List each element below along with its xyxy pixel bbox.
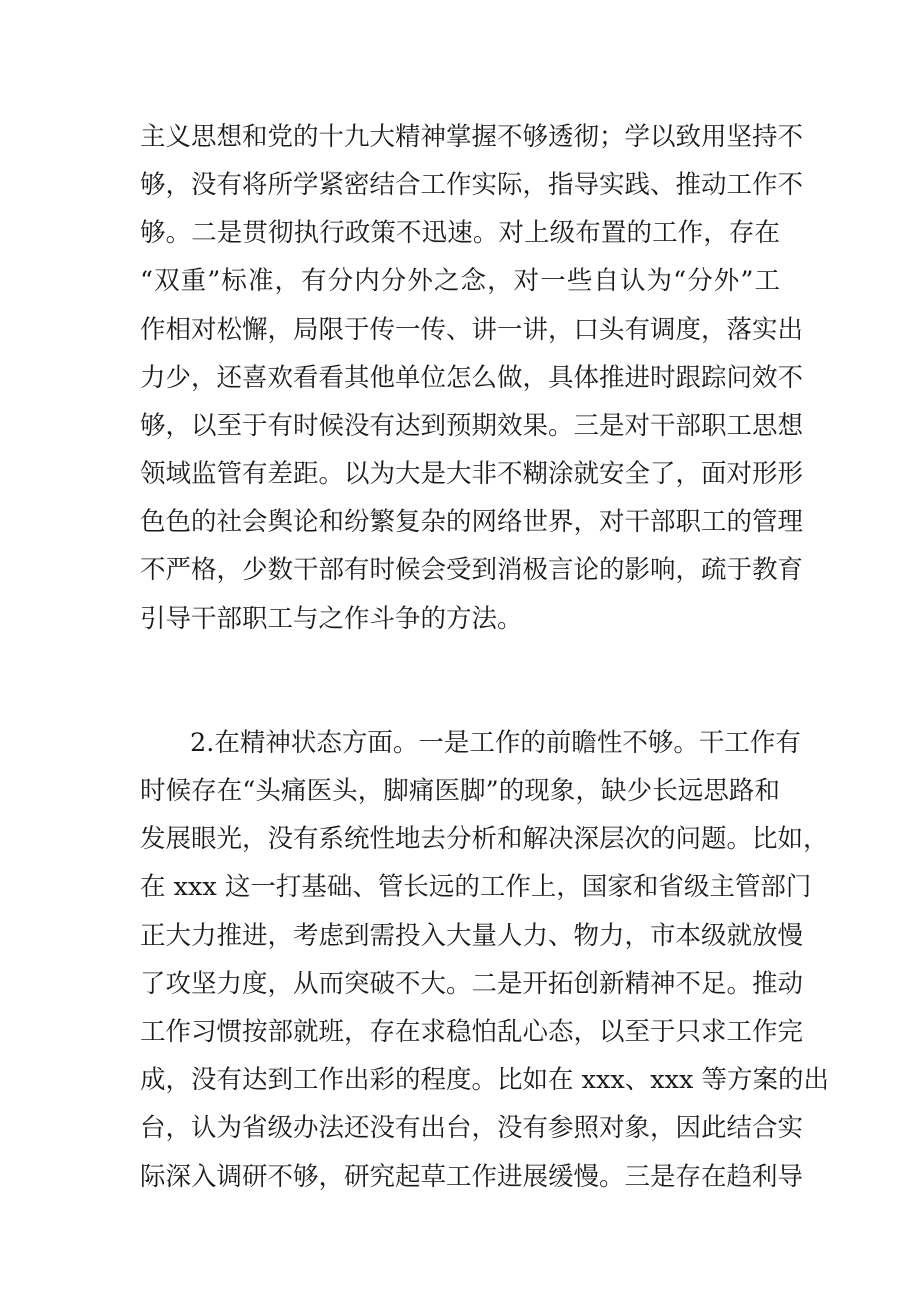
paragraph-line: 成，没有达到工作出彩的程度。比如在 xxx、xxx 等方案的出 bbox=[140, 1065, 829, 1095]
paragraph-line: 2.在精神状态方面。一是工作的前瞻性不够。干工作有 bbox=[190, 728, 801, 758]
paragraph-line: 工作习惯按部就班，存在求稳怕乱心态，以至于只求工作完 bbox=[140, 1017, 804, 1047]
paragraph-line: 够。二是贯彻执行政策不迅速。对上级布置的工作，存在 bbox=[140, 218, 780, 248]
paragraph-line: 时候存在“头痛医头，脚痛医脚”的现象，缺少长远思路和 bbox=[140, 776, 780, 806]
paragraph-line: “双重”标准，有分内分外之念，对一些自认为“分外”工 bbox=[140, 266, 780, 296]
paragraph-line: 正大力推进，考虑到需投入大量人力、物力，市本级就放慢 bbox=[140, 921, 804, 951]
paragraph-line: 了攻坚力度，从而突破不大。二是开拓创新精神不足。推动 bbox=[140, 969, 804, 999]
paragraph-line: 际深入调研不够，研究起草工作进展缓慢。三是存在趋利导 bbox=[140, 1162, 804, 1192]
paragraph-line: 引导干部职工与之作斗争的方法。 bbox=[140, 604, 523, 634]
paragraph-line: 主义思想和党的十九大精神掌握不够透彻；学以致用坚持不 bbox=[140, 122, 804, 152]
paragraph-line: 够，没有将所学紧密结合工作实际，指导实践、推动工作不 bbox=[140, 170, 804, 200]
paragraph-line: 色色的社会舆论和纷繁复杂的网络世界，对干部职工的管理 bbox=[140, 507, 804, 537]
paragraph-line: 够，以至于有时候没有达到预期效果。三是对干部职工思想 bbox=[140, 411, 804, 441]
paragraph-line: 不严格，少数干部有时候会受到消极言论的影响，疏于教育 bbox=[140, 555, 804, 585]
paragraph-line: 力少，还喜欢看看其他单位怎么做，具体推进时跟踪问效不 bbox=[140, 363, 804, 393]
paragraph-line: 作相对松懈，局限于传一传、讲一讲，口头有调度，落实出 bbox=[140, 315, 804, 345]
paragraph-line: 发展眼光，没有系统性地去分析和解决深层次的问题。比如， bbox=[140, 824, 829, 854]
paragraph-line: 台，认为省级办法还没有出台，没有参照对象，因此结合实 bbox=[140, 1113, 804, 1143]
paragraph-line: 在 xxx 这一打基础、管长远的工作上，国家和省级主管部门 bbox=[140, 872, 812, 902]
paragraph-line: 领域监管有差距。以为大是大非不糊涂就安全了，面对形形 bbox=[140, 459, 804, 489]
